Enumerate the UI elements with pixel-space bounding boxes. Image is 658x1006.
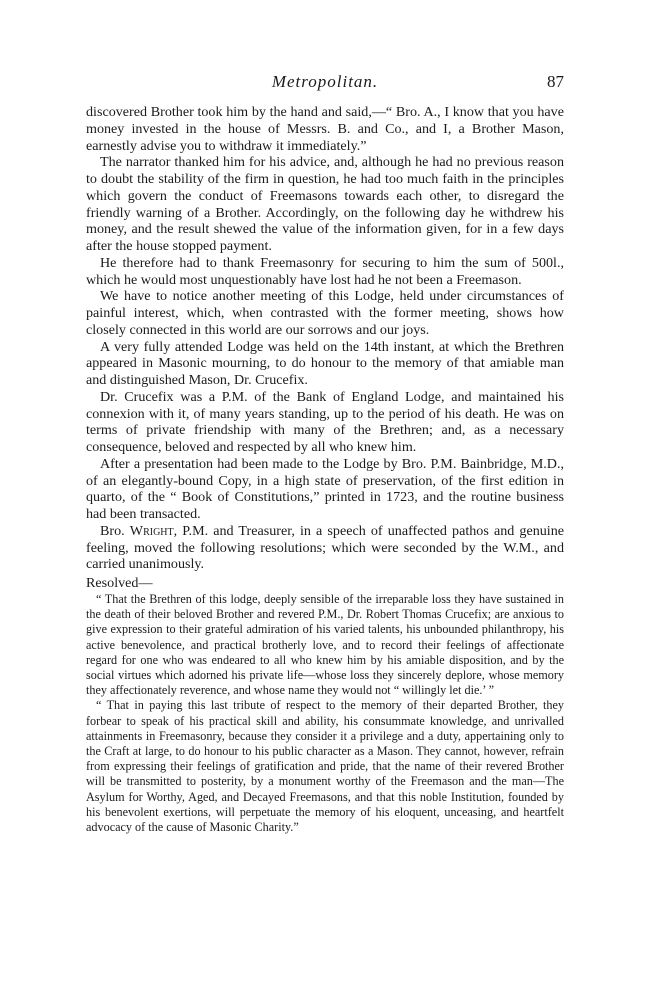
paragraph: After a presentation had been made to the Lodge by Bro. P.M. Bainbridge, M.D., of an elegantly-bound Copy, in a high state of preservation, of the first edition in quarto, of the “ Book of Constitutions,” printed in 1723, and the routine business had been transacted. [86,455,564,522]
resolved-label: Resolved— [86,575,153,591]
paragraph-continuation: discovered Brother took him by the hand and said,—“ Bro. A., I know that you have money invested in the house of Messrs. B. and Co., and I, a Brother Mason, earnestly advise you to withdraw it immediately.” [86,104,564,154]
book-page [86,72,564,835]
resolutions [86,592,564,835]
paragraph: We have to notice another meeting of this Lodge, held under circumstances of painful interest, which, when contrasted with the former meeting, shows how closely connected in this world are our sorrows and our joys. [86,288,564,338]
resolution-text: “ That the Brethren of this lodge, deeply sensible of the irreparable loss they have sustained in the death of their beloved Brother and revered P.M., Dr. Robert Thomas Crucefix; are anxious to give expression to their grateful admiration of his varied talents, his unbounded philanthropy, his active benevolence, and practical brotherly love, and to record their feelings of affectionate regard for one who was endeared to all who knew him by his amiable disposition, and by the social virtues which adorned his private life—whose loss they sincerely deplore, whose memory they affectionately reverence, and whose name they would not “ willingly let die.’ ” [86,592,564,698]
paragraph-suffix: , P.M. and Treasurer, in a speech of unaffected pathos and genuine feeling, moved the following resolutions; which were seconded by the W.M., and carried unanimously. [86,522,565,573]
running-head [86,72,564,94]
speaker-name: Wright [129,522,174,539]
paragraph: A very fully attended Lodge was held on the 14th instant, at which the Brethren appeared in Masonic mourning, to do honour to the memory of that amiable man and distinguished Mason, Dr. Crucefix. [86,338,564,388]
resolution-text: “ That in paying this last tribute of respect to the memory of their departed Brother, they forbear to speak of his practical skill and ability, his consummate knowledge, and unrivalled attainments in Freemasonry, because they consider it a privilege and a duty, appertaining only to the Craft at large, to do honour to his public character as a Mason. They cannot, however, refrain from expressing their feelings of gratification and pride, that the name of their revered Brother will be transmitted to posterity, by a monument worthy of the Freemason and the man—The Asylum for Worthy, Aged, and Decayed Freemasons, and that this noble Institution, founded by his benevolent exertions, will perpetuate the memory of his eloquent, unceasing, and heartfelt advocacy of the cause of Masonic Charity.” [86,698,564,835]
paragraph-wright [86,523,564,573]
paragraph-prefix: Bro. [100,522,130,539]
running-title: Metropolitan. [271,72,379,91]
paragraph: Dr. Crucefix was a P.M. of the Bank of England Lodge, and maintained his connexion with it, of many years standing, up to the period of his death. He was on terms of private friendship with many of the Brethren; and, as a necessary consequence, beloved and respected by all who knew him. [86,388,564,455]
paragraph: He therefore had to thank Freemasonry for securing to him the sum of 500l., which he would most unquestionably have lost had he not been a Freemason. [86,254,564,288]
page-number: 87 [547,72,564,91]
body-text [86,104,564,573]
paragraph: The narrator thanked him for his advice, and, although he had no previous reason to doubt the stability of the firm in question, he had too much faith in the principles which govern the conduct of Freemasons towards each other, to disregard the friendly warning of a Brother. Accordingly, on the following day he withdrew his money, and the result shewed the value of the information given, for in a few days after the house stopped payment. [86,154,564,254]
